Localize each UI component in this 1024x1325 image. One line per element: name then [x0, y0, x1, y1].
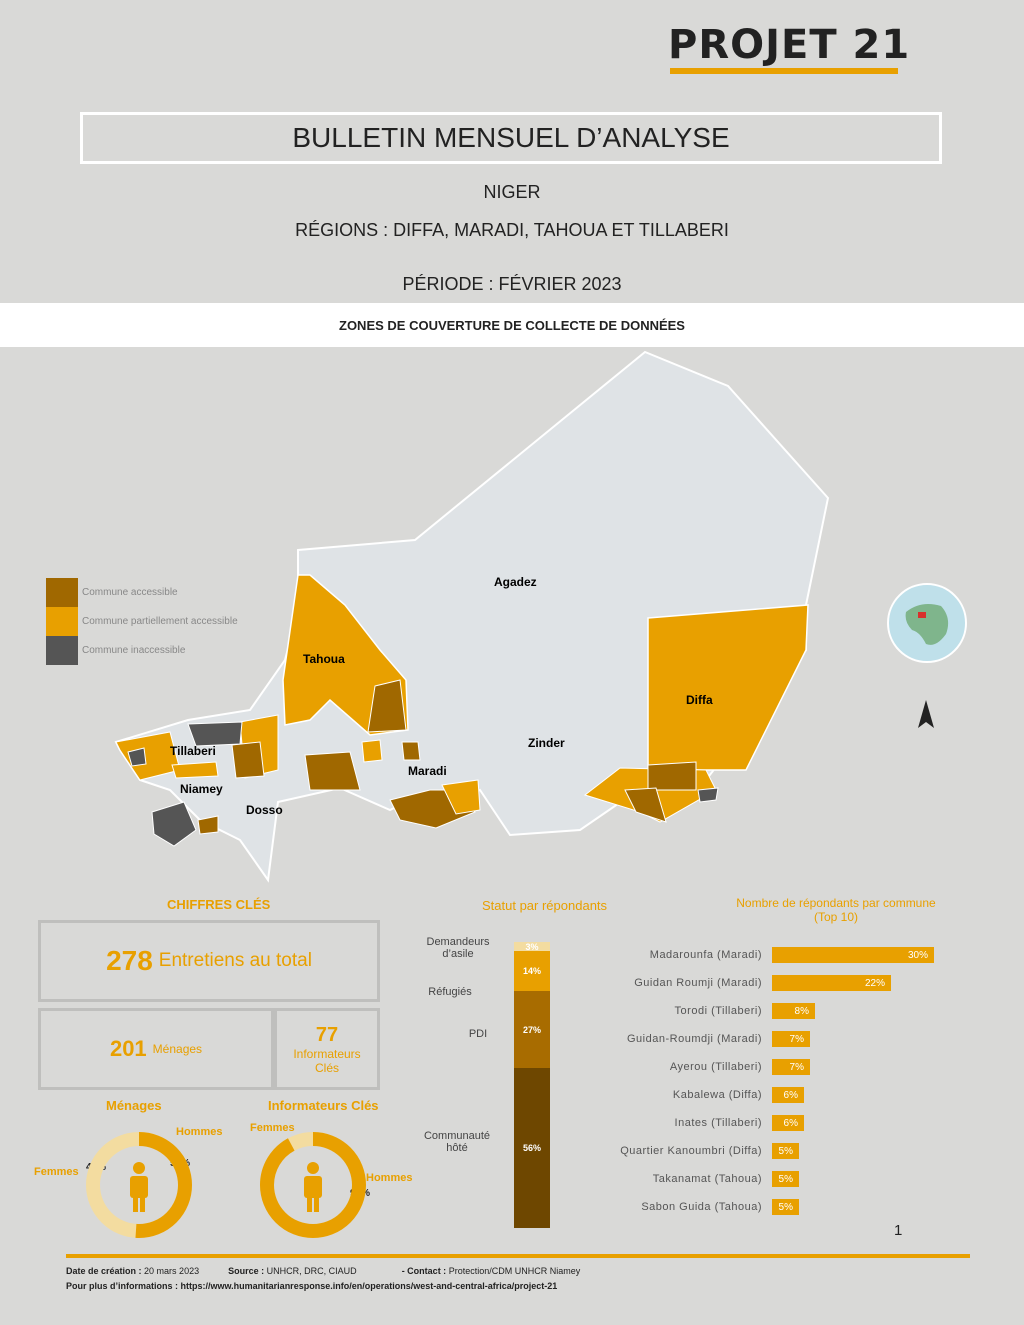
legend-swatch: [46, 607, 78, 636]
status-label-refugees: Réfugiés: [428, 986, 472, 998]
donut-h-femmes-pct: 49%: [86, 1162, 107, 1173]
regions: RÉGIONS : DIFFA, MARADI, TAHOUA ET TILLABERI: [295, 220, 729, 240]
communes-title-line1: Nombre de répondants par commune: [736, 896, 936, 910]
commune-bar-value: 22%: [864, 977, 885, 989]
footer-divider: [66, 1254, 970, 1258]
status-segment: [514, 942, 550, 951]
footer-line-1: [66, 1266, 580, 1276]
donut-households-title: Ménages: [106, 1098, 162, 1113]
commune-bar: [772, 1199, 799, 1215]
kpi-households-label: Ménages: [152, 1042, 203, 1056]
commune-bar-label: Guidan Roumji (Maradi): [634, 977, 762, 989]
person-icon: [130, 1162, 148, 1212]
legend-label: Commune accessible: [82, 587, 178, 598]
zones-title: ZONES DE COUVERTURE DE COLLECTE DE DONNÉES: [0, 303, 1024, 347]
footer-date-value: 20 mars 2023: [144, 1266, 200, 1276]
status-segment-pct: 3%: [525, 941, 539, 952]
page-number: 1: [894, 1222, 903, 1239]
commune-bar-value: 5%: [778, 1201, 793, 1213]
commune-bar: [772, 1059, 810, 1075]
commune-bar: [772, 1143, 799, 1159]
map-label-agadez: Agadez: [494, 575, 537, 589]
commune-bar-row: [600, 1114, 960, 1132]
legend-label: Commune partiellement accessible: [82, 616, 238, 627]
map-label-dosso: Dosso: [246, 803, 283, 817]
commune-diffa-inaccessible: [698, 788, 718, 802]
donut-h-hommes-label: Hommes: [176, 1126, 223, 1138]
footer-source-label: Source :: [228, 1266, 265, 1276]
commune-bar: [772, 1171, 799, 1187]
commune-bar-value: 30%: [907, 949, 928, 961]
donut-i-hommes-label: Hommes: [366, 1172, 413, 1184]
status-segment: [514, 951, 550, 991]
map-label-zinder: Zinder: [528, 736, 565, 750]
commune-bar-label: Quartier Kanoumbri (Diffa): [620, 1145, 762, 1157]
donut-i-femmes-pct: 8%: [294, 1138, 309, 1149]
commune-diffa-dark: [648, 762, 696, 790]
person-icon: [304, 1162, 322, 1212]
status-label-asylum: Demandeurs d’asile: [426, 936, 490, 960]
kpi-total-label: Entretiens au total: [158, 950, 312, 971]
footer-more-link[interactable]: https://www.humanitarianresponse.info/en/operations/west-and-central-africa/project-21: [180, 1281, 558, 1291]
kpi-households: [38, 1008, 274, 1090]
region-diffa: [648, 605, 808, 770]
communes-title: [712, 896, 960, 924]
commune-bar-value: 6%: [783, 1089, 798, 1101]
map-label-tahoua: Tahoua: [303, 652, 345, 666]
kpi-total: [38, 920, 380, 1002]
commune-bar: [772, 1003, 815, 1019]
footer-line-2: [66, 1281, 557, 1291]
status-segment-pct: 14%: [522, 966, 541, 976]
map-label-tillaberi: Tillaberi: [170, 744, 216, 758]
donut-i-hommes-pct: 92%: [350, 1188, 371, 1199]
commune-bar-row: [600, 1086, 960, 1104]
commune-bar-label: Ayerou (Tillaberi): [669, 1061, 762, 1073]
project-logo: PROJET 21: [668, 22, 911, 68]
niger-map: [100, 350, 840, 890]
footer-source-value: UNHCR, DRC, CIAUD: [266, 1266, 357, 1276]
commune-bar-label: Inates (Tillaberi): [674, 1117, 762, 1129]
kpi-informants-label-2: Clés: [314, 1060, 339, 1075]
kpi-informants-label-1: Informateurs: [293, 1046, 361, 1061]
north-arrow-icon: [916, 698, 936, 736]
period: PÉRIODE : FÉVRIER 2023: [402, 274, 622, 294]
country: NIGER: [483, 182, 541, 202]
commune-bar-label: Torodi (Tillaberi): [674, 1005, 762, 1017]
commune-bar-value: 7%: [789, 1061, 804, 1073]
commune-bar-value: 5%: [778, 1145, 793, 1157]
kpi-households-value: 201: [109, 1036, 147, 1061]
status-label-host: Communauté hôté: [423, 1130, 491, 1154]
status-label-pdi: PDI: [468, 1028, 488, 1040]
commune-tillaberi-dark: [232, 742, 264, 778]
status-segment: [514, 991, 550, 1068]
commune-bar: [772, 1031, 810, 1047]
globe-icon: [886, 582, 968, 664]
map-label-diffa: Diffa: [686, 693, 713, 707]
commune-tillaberi-c: [172, 762, 218, 778]
commune-bar-row: [600, 1058, 960, 1076]
commune-bar-row: [600, 974, 960, 992]
commune-bar-value: 6%: [783, 1117, 798, 1129]
logo-underline: [670, 68, 898, 74]
commune-bar-row: [600, 1030, 960, 1048]
commune-bar: [772, 947, 934, 963]
footer-date-label: Date de création :: [66, 1266, 142, 1276]
commune-bar-row: [600, 1170, 960, 1188]
commune-bar-value: 5%: [778, 1173, 793, 1185]
bulletin-title: BULLETIN MENSUEL D’ANALYSE: [80, 112, 942, 164]
commune-bar-row: [600, 1142, 960, 1160]
key-figures-title: CHIFFRES CLÉS: [167, 897, 271, 912]
footer-contact-value: Protection/CDM UNHCR Niamey: [448, 1266, 581, 1276]
commune-bar-label: Guidan-Roumdji (Maradi): [627, 1033, 762, 1045]
commune-tillaberi-inacc1: [188, 722, 242, 746]
commune-maradi-c: [402, 742, 420, 760]
commune-bar-value: 8%: [794, 1005, 809, 1017]
commune-bar: [772, 1087, 804, 1103]
legend-label: Commune inaccessible: [82, 645, 186, 656]
donut-households: [84, 1130, 194, 1240]
commune-bar-label: Kabalewa (Diffa): [672, 1089, 762, 1101]
map-label-niamey: Niamey: [180, 782, 223, 796]
commune-bar-row: [600, 1002, 960, 1020]
commune-bar: [772, 975, 891, 991]
footer-more-label: Pour plus d’informations :: [66, 1281, 178, 1291]
commune-bar-row: [600, 946, 960, 964]
legend-swatch: [46, 636, 78, 665]
commune-bar-label: Takanamat (Tahoua): [652, 1173, 762, 1185]
donut-h-femmes-label: Femmes: [34, 1166, 79, 1178]
donut-informants: [258, 1130, 371, 1240]
footer-contact-label: - Contact :: [401, 1266, 447, 1276]
kpi-informants-value: 77: [315, 1023, 339, 1046]
donut-i-femmes-label: Femmes: [250, 1122, 295, 1134]
commune-bar-label: Madarounfa (Maradi): [649, 949, 762, 961]
commune-maradi-b: [305, 752, 360, 790]
status-segment-pct: 56%: [522, 1143, 541, 1153]
status-segment: [514, 1068, 550, 1228]
commune-bar: [772, 1115, 804, 1131]
donut-h-hommes-pct: 51%: [170, 1158, 191, 1169]
kpi-informants: [274, 1008, 380, 1090]
commune-bar-row: [600, 1198, 960, 1216]
communes-title-line2: (Top 10): [813, 910, 859, 924]
kpi-total-value: 278: [106, 945, 153, 976]
legend-swatch: [46, 578, 78, 607]
status-stacked-bar: [514, 942, 550, 1228]
status-title: Statut par répondants: [482, 898, 608, 913]
commune-bar-label: Sabon Guida (Tahoua): [641, 1201, 762, 1213]
commune-bar-value: 7%: [789, 1033, 804, 1045]
status-segment-pct: 27%: [522, 1024, 541, 1035]
commune-maradi-d: [362, 740, 382, 762]
map-label-maradi: Maradi: [408, 764, 447, 778]
donut-informants-title: Informateurs Clés: [268, 1098, 379, 1113]
